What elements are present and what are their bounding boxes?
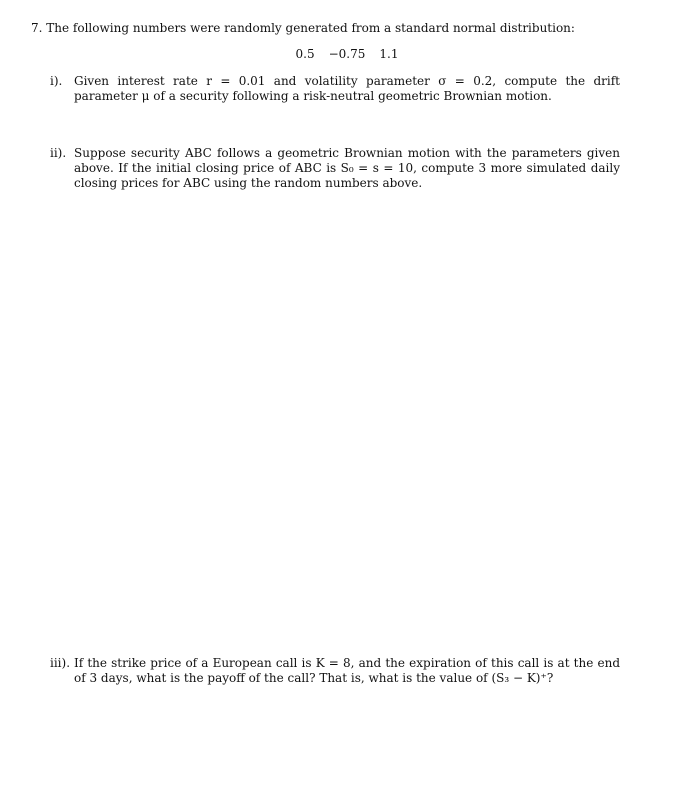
part-i [50, 74, 620, 104]
random-number: 1.1 [379, 47, 399, 61]
question-stem [31, 21, 651, 36]
part-label: ii). [50, 146, 67, 160]
part-label: i). [50, 74, 63, 88]
random-numbers-row [0, 47, 694, 62]
part-label: iii). [50, 656, 71, 670]
part-text: If the strike price of a European call is K = 8, and the expiration of this call is at the end of 3 days, what is the payoff of the call? That is, what is the value of (S₃ − K)⁺? [74, 656, 620, 685]
question-number: 7. [31, 21, 43, 35]
part-text: Suppose security ABC follows a geometric Brownian motion with the parameters given above. If the initial closing price of ABC is S₀ = s = 10, compute 3 more simulated daily closing prices for ABC using the random numbers above. [74, 146, 620, 190]
question-stem-text: The following numbers were randomly generated from a standard normal distribution: [46, 21, 575, 35]
part-text: Given interest rate r = 0.01 and volatility parameter σ = 0.2, compute the drift parameter μ of a security following a risk-neutral geometric Brownian motion. [74, 74, 620, 103]
random-number: −0.75 [328, 47, 366, 61]
random-number: 0.5 [295, 47, 315, 61]
part-iii [50, 656, 620, 686]
part-ii [50, 146, 620, 191]
